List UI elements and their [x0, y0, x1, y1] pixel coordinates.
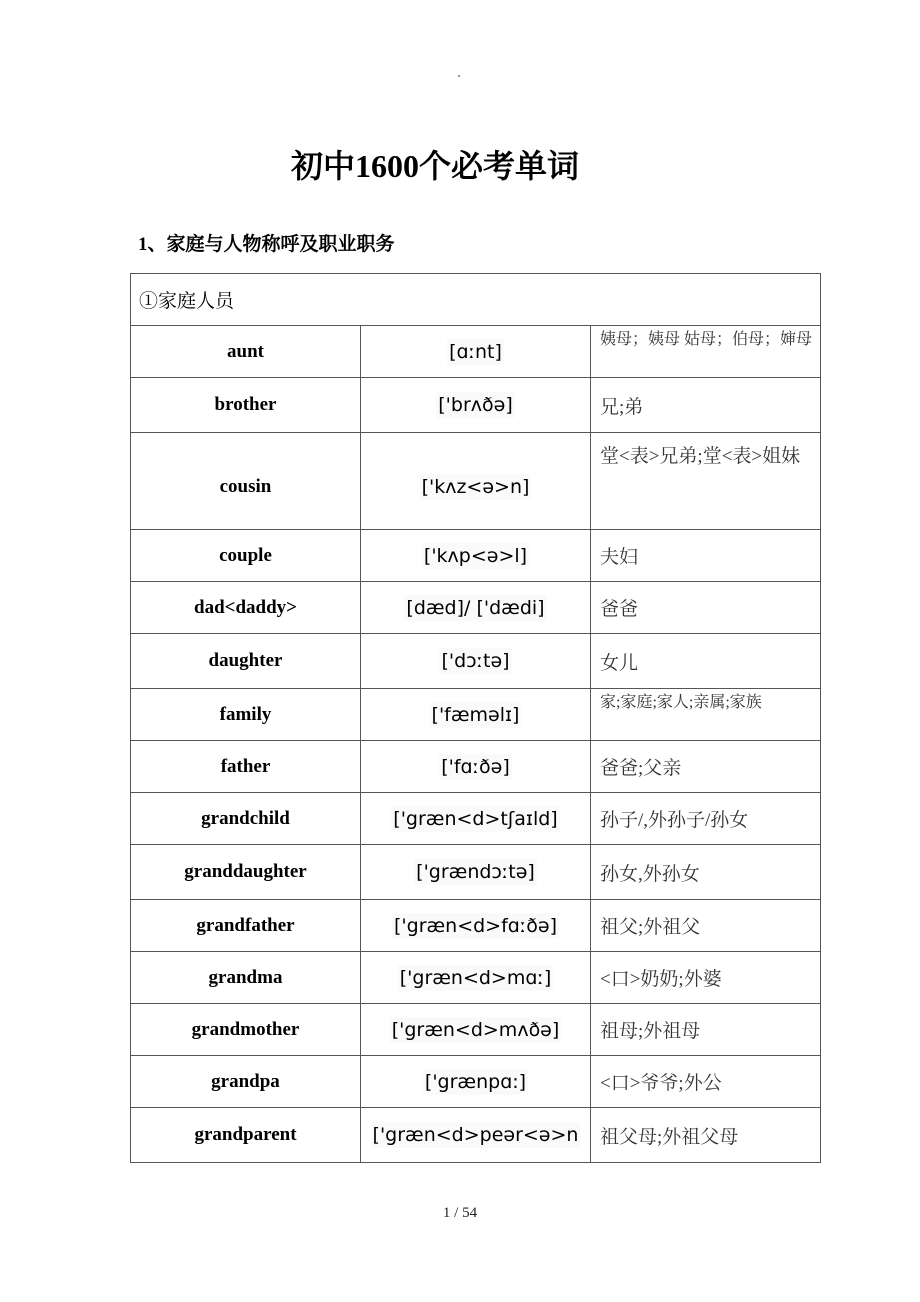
- page-indicator: 1 / 54: [442, 1205, 478, 1221]
- phonetic-cell: [361, 582, 591, 634]
- phonetic-text: ['fɑːðə]: [441, 755, 510, 778]
- word-cell: grandma: [131, 952, 361, 1004]
- word-cell: grandpa: [131, 1056, 361, 1108]
- meaning-cell: 兄;弟: [591, 378, 821, 433]
- table-row: [131, 433, 821, 530]
- phonetic-cell: [361, 793, 591, 845]
- meaning-cell: 堂<表>兄弟;堂<表>姐妹: [591, 433, 821, 530]
- phonetic-cell: [361, 326, 591, 378]
- phonetic-text: ['kʌz<ə>n]: [421, 476, 530, 498]
- meaning-cell: 爸爸: [591, 582, 821, 634]
- table-row: [131, 530, 821, 582]
- meaning-cell: 夫妇: [591, 530, 821, 582]
- phonetic-cell: [361, 378, 591, 433]
- table-row: [131, 1056, 821, 1108]
- meaning-cell: <口>奶奶;外婆: [591, 952, 821, 1004]
- word-cell: grandparent: [131, 1108, 361, 1163]
- meaning-cell: 祖父;外祖父: [591, 900, 821, 952]
- word-cell: brother: [131, 378, 361, 433]
- meaning-cell: 家;家庭;家人;亲属;家族: [591, 689, 821, 741]
- phonetic-text: [dæd]/ ['dædi]: [406, 596, 545, 619]
- phonetic-cell: [361, 1108, 591, 1163]
- table-row: [131, 845, 821, 900]
- table-row: [131, 900, 821, 952]
- meaning-cell: 孙女,外孙女: [591, 845, 821, 900]
- word-cell: grandfather: [131, 900, 361, 952]
- table-row: [131, 378, 821, 433]
- meaning-cell: 爸爸;父亲: [591, 741, 821, 793]
- word-cell: dad<daddy>: [131, 582, 361, 634]
- phonetic-text: ['grænpɑ:]: [424, 1070, 527, 1093]
- table-row: [131, 689, 821, 741]
- phonetic-cell: [361, 900, 591, 952]
- meaning-cell: 姨母；姨母 姑母；伯母；婶母: [591, 326, 821, 378]
- word-cell: couple: [131, 530, 361, 582]
- word-cell: grandmother: [131, 1004, 361, 1056]
- phonetic-cell: [361, 845, 591, 900]
- phonetic-text: ['græn<d>peər<ə>n: [372, 1124, 579, 1146]
- word-cell: father: [131, 741, 361, 793]
- category-label: ①家庭人员: [131, 274, 821, 326]
- word-cell: family: [131, 689, 361, 741]
- table-row: [131, 634, 821, 689]
- phonetic-cell: [361, 1056, 591, 1108]
- document-title: 初中1600个必考单词: [290, 148, 579, 184]
- phonetic-cell: [361, 634, 591, 689]
- meaning-cell: 女儿: [591, 634, 821, 689]
- word-cell: aunt: [131, 326, 361, 378]
- meaning-cell: <口>爷爷;外公: [591, 1056, 821, 1108]
- table-row: [131, 952, 821, 1004]
- word-cell: grandchild: [131, 793, 361, 845]
- phonetic-cell: [361, 689, 591, 741]
- meaning-cell: 祖父母;外祖父母: [591, 1108, 821, 1163]
- category-row: [131, 274, 821, 326]
- phonetic-cell: [361, 433, 591, 530]
- phonetic-text: ['dɔːtə]: [441, 650, 510, 672]
- word-cell: daughter: [131, 634, 361, 689]
- phonetic-text: [ɑːnt]: [449, 340, 502, 363]
- phonetic-cell: [361, 530, 591, 582]
- phonetic-text: ['kʌp<ə>l]: [423, 544, 528, 567]
- table-row: [131, 1108, 821, 1163]
- meaning-cell: 祖母;外祖母: [591, 1004, 821, 1056]
- word-cell: granddaughter: [131, 845, 361, 900]
- table-row: [131, 741, 821, 793]
- phonetic-text: ['græn<d>fɑːðə]: [394, 914, 557, 937]
- table-row: [131, 326, 821, 378]
- phonetic-text: ['græn<d>mʌðə]: [391, 1018, 560, 1041]
- phonetic-text: ['brʌðə]: [438, 394, 513, 416]
- table-row: [131, 793, 821, 845]
- section-heading: 1、家庭与人物称呼及职业职务: [138, 234, 395, 255]
- phonetic-cell: [361, 952, 591, 1004]
- word-cell: cousin: [131, 433, 361, 530]
- phonetic-text: ['græn<d>tʃaɪld]: [393, 807, 558, 830]
- vocabulary-table: [130, 273, 821, 1163]
- phonetic-cell: [361, 1004, 591, 1056]
- meaning-cell: 孙子/,外孙子/孙女: [591, 793, 821, 845]
- phonetic-text: ['grændɔːtə]: [416, 861, 535, 883]
- table-row: [131, 582, 821, 634]
- table-row: [131, 1004, 821, 1056]
- phonetic-cell: [361, 741, 591, 793]
- phonetic-text: ['græn<d>mɑː]: [399, 966, 552, 989]
- phonetic-text: ['fæməlɪ]: [431, 703, 520, 726]
- header-dot: [458, 75, 460, 77]
